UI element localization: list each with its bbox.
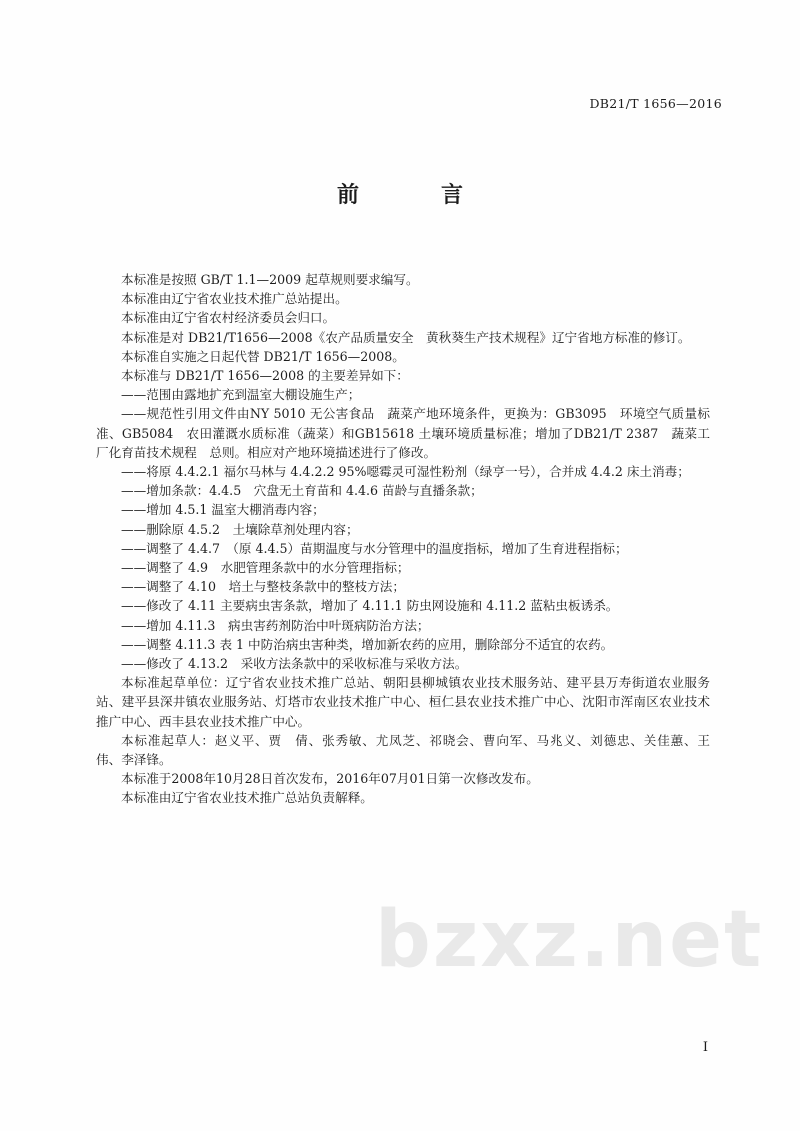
list-item: ——将原 4.4.2.1 福尔马林与 4.4.2.2 95%噁霉灵可湿性粉剂（绿亨一号），合并成 4.4.2 床土消毒；: [121, 464, 690, 480]
list-item: ——调整了 4.9 水肥管理条款中的水分管理指标；: [121, 560, 410, 576]
list-item: ——增加 4.11.3 病虫害药剂防治中叶斑病防治方法；: [121, 617, 430, 633]
list-item: ——调整了 4.4.7 （原 4.4.5）苗期温度与水分管理中的温度指标，增加了生育进程指标；: [121, 540, 628, 556]
foreword-body: [96, 270, 723, 808]
page-number: I: [702, 1040, 708, 1055]
paragraph: 本标准由辽宁省农业技术推广总站负责解释。: [121, 790, 373, 806]
list-item: ——调整了 4.10 培土与整枝条款中的整枝方法；: [121, 579, 405, 595]
paragraph: 本标准自实施之日起代替 DB21/T 1656—2008。: [121, 348, 405, 364]
list-item: ——修改了 4.11 主要病虫害条款，增加了 4.11.1 防虫网设施和 4.11.2 蓝粘虫板诱杀。: [121, 598, 619, 614]
standard-code: DB21/T 1656—2016: [589, 96, 722, 111]
paragraph: 本标准由辽宁省农村经济委员会归口。: [121, 310, 336, 326]
list-item: ——规范性引用文件由NY 5010 无公害食品 蔬菜产地环境条件，更换为：GB3095 环境空气质量标准、GB5084 农田灌溉水质标准（蔬菜）和GB15618 土壤环境质量标准；增加了DB21/T 2387 蔬菜工厂化育苗技术规程 总则。相应对产地环境描述进行了修改。: [96, 406, 710, 460]
paragraph: 本标准起草单位：辽宁省农业技术推广总站、朝阳县柳城镇农业技术服务站、建平县万寿街道农业服务站、建平县深井镇农业服务站、灯塔市农业技术推广中心、桓仁县农业技术推广中心、沈阳市浑南区农业技术推广中心、西丰县农业技术推广中心。: [96, 675, 710, 729]
paragraph: 本标准与 DB21/T 1656—2008 的主要差异如下：: [121, 368, 409, 384]
paragraph: 本标准由辽宁省农业技术推广总站提出。: [121, 291, 348, 307]
list-item: ——增加条款：4.4.5 穴盘无土育苗和 4.4.6 苗龄与直播条款；: [121, 483, 483, 499]
paragraph: 本标准起草人：赵义平、贾 倩、张秀敏、尤凤芝、祁晓会、曹向军、马兆义、刘德忠、关佳蕙、王 伟、李泽锋。: [96, 732, 723, 768]
list-item: ——修改了 4.13.2 采收方法条款中的采收标准与采收方法。: [121, 656, 468, 672]
paragraph: 本标准是对 DB21/T1656—2008《农产品质量安全 黄秋葵生产技术规程》辽宁省地方标准的修订。: [121, 329, 691, 345]
list-item: ——调整 4.11.3 表 1 中防治病虫害种类，增加新农药的应用，删除部分不适宜的农药。: [121, 636, 614, 652]
list-item: ——增加 4.5.1 温室大棚消毒内容；: [121, 502, 325, 518]
paragraph: 本标准于2008年10月28日首次发布，2016年07月01日第一次修改发布。: [121, 771, 539, 787]
list-item: ——范围由露地扩充到温室大棚设施生产；: [121, 387, 361, 403]
watermark: bzxz.net: [375, 895, 764, 985]
paragraph: 本标准是按照 GB/T 1.1—2009 起草规则要求编写。: [121, 272, 419, 287]
list-item: ——删除原 4.5.2 土壤除草剂处理内容；: [121, 521, 359, 537]
page-title: 前 言: [336, 183, 493, 208]
